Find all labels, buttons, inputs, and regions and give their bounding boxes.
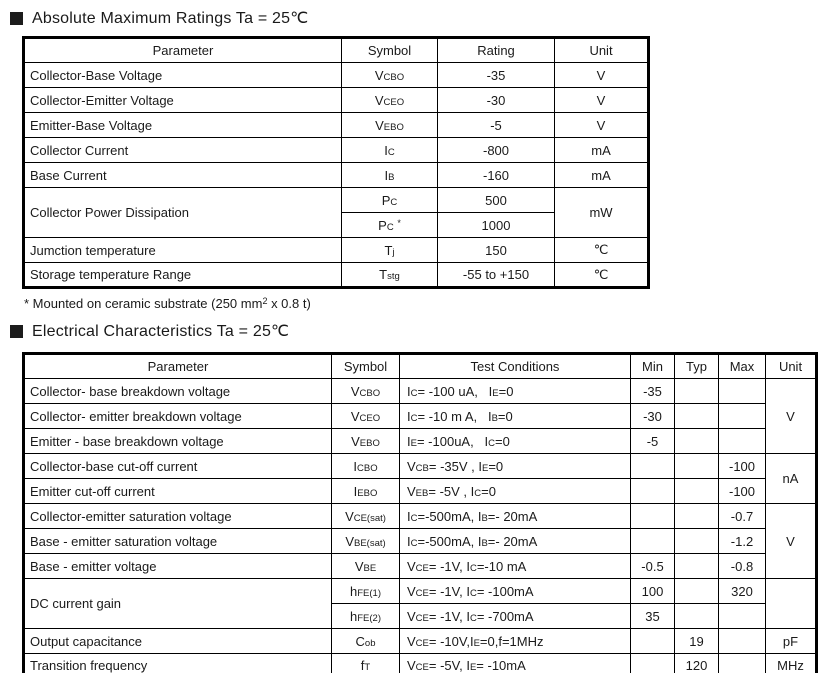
max-cell: [719, 404, 766, 429]
min-cell: -0.5: [631, 554, 675, 579]
symbol-cell: Cob: [332, 629, 400, 654]
symbol-cell: VCEO: [342, 88, 438, 113]
table-row: [24, 63, 649, 88]
unit-cell: mA: [555, 163, 649, 188]
section-heading: [10, 8, 818, 28]
test-conditions-cell: VCE= -10V,IE=0,f=1MHz: [400, 629, 631, 654]
table-row: [24, 379, 817, 404]
symbol-cell: IB: [342, 163, 438, 188]
max-cell: 320: [719, 579, 766, 604]
test-conditions-cell: IC=-500mA, IB=- 20mA: [400, 529, 631, 554]
typ-cell: [675, 454, 719, 479]
symbol-cell: VCBO: [332, 379, 400, 404]
square-bullet-icon: [10, 12, 23, 25]
test-conditions-cell: VCB= -35V , IE=0: [400, 454, 631, 479]
symbol-cell: IEBO: [332, 479, 400, 504]
table-row: [24, 188, 649, 213]
max-cell: [719, 604, 766, 629]
footnote: * Mounted on ceramic substrate (250 $mm^2$ x 0.8 t): [24, 296, 311, 311]
typ-cell: 19: [675, 629, 719, 654]
max-cell: -0.8: [719, 554, 766, 579]
symbol-cell: VBE(sat): [332, 529, 400, 554]
param-cell: Emitter cut-off current: [24, 479, 332, 504]
typ-cell: [675, 554, 719, 579]
table-row: [24, 113, 649, 138]
electrical-characteristics-table: [22, 352, 818, 673]
rating-cell: -160: [438, 163, 555, 188]
param-cell: Output capacitance: [24, 629, 332, 654]
unit-cell: mA: [555, 138, 649, 163]
unit-cell: nA: [766, 454, 817, 504]
param-cell: Collector Power Dissipation: [24, 188, 342, 238]
section-title-text: Electrical Characteristics Ta = 25℃: [32, 323, 290, 340]
param-cell: Jumction temperature: [24, 238, 342, 263]
param-cell: Collector-Base Voltage: [24, 63, 342, 88]
table-row: [24, 88, 649, 113]
table-row: [24, 629, 817, 654]
min-cell: -30: [631, 404, 675, 429]
min-cell: [631, 529, 675, 554]
symbol-cell: VBE: [332, 554, 400, 579]
rating-cell: -5: [438, 113, 555, 138]
column-header-symbol: Symbol: [332, 354, 400, 379]
symbol-cell: IC: [342, 138, 438, 163]
rating-cell: -55 to +150: [438, 263, 555, 288]
unit-cell: mW: [555, 188, 649, 238]
min-cell: -5: [631, 429, 675, 454]
param-cell: Base - emitter saturation voltage: [24, 529, 332, 554]
param-cell: Collector-base cut-off current: [24, 454, 332, 479]
table-row: [24, 263, 649, 288]
symbol-cell: fT: [332, 654, 400, 673]
typ-cell: [675, 429, 719, 454]
max-cell: [719, 379, 766, 404]
test-conditions-cell: IC=-500mA, IB=- 20mA: [400, 504, 631, 529]
typ-cell: [675, 404, 719, 429]
test-conditions-cell: VCE= -5V, IE= -10mA: [400, 654, 631, 673]
typ-cell: 120: [675, 654, 719, 673]
rating-cell: 150: [438, 238, 555, 263]
section-title-text: Absolute Maximum Ratings Ta = 25℃: [32, 10, 309, 27]
absolute-maximum-ratings-table: [22, 36, 650, 289]
symbol-cell: PC *: [342, 213, 438, 238]
symbol-cell: VEBO: [342, 113, 438, 138]
column-header-rating: Rating: [438, 38, 555, 63]
symbol-cell: hFE(2): [332, 604, 400, 629]
symbol-cell: Tstg: [342, 263, 438, 288]
param-cell: Base Current: [24, 163, 342, 188]
table-row: [24, 238, 649, 263]
table-row: [24, 404, 817, 429]
column-header-unit: Unit: [766, 354, 817, 379]
typ-cell: [675, 604, 719, 629]
table-row: [24, 429, 817, 454]
symbol-cell: VCBO: [342, 63, 438, 88]
unit-cell: V: [555, 113, 649, 138]
symbol-cell: VCEO: [332, 404, 400, 429]
test-conditions-cell: VEB= -5V , IC=0: [400, 479, 631, 504]
rating-cell: 500: [438, 188, 555, 213]
typ-cell: [675, 529, 719, 554]
table-row: [24, 163, 649, 188]
unit-cell: ℃: [555, 238, 649, 263]
column-header-parameter: Parameter: [24, 354, 332, 379]
symbol-cell: VCE(sat): [332, 504, 400, 529]
column-header-test-conditions: Test Conditions: [400, 354, 631, 379]
param-cell: Collector-Emitter Voltage: [24, 88, 342, 113]
unit-cell: ℃: [555, 263, 649, 288]
max-cell: -100: [719, 479, 766, 504]
square-bullet-icon: [10, 325, 23, 338]
table-row: [24, 504, 817, 529]
section-heading: [10, 321, 818, 341]
rating-cell: -800: [438, 138, 555, 163]
column-header-unit: Unit: [555, 38, 649, 63]
unit-cell: V: [766, 504, 817, 579]
header-row: [24, 354, 817, 379]
table-row: [24, 454, 817, 479]
param-cell: Emitter - base breakdown voltage: [24, 429, 332, 454]
test-conditions-cell: IC= -100 uA, IE=0: [400, 379, 631, 404]
symbol-cell: PC: [342, 188, 438, 213]
rating-cell: -35: [438, 63, 555, 88]
typ-cell: [675, 379, 719, 404]
absolute-maximum-ratings-section: [0, 8, 818, 311]
max-cell: [719, 629, 766, 654]
test-conditions-cell: VCE= -1V, IC=-10 mA: [400, 554, 631, 579]
rating-cell: -30: [438, 88, 555, 113]
table-row: [24, 529, 817, 554]
param-cell: Collector- emitter breakdown voltage: [24, 404, 332, 429]
column-header-symbol: Symbol: [342, 38, 438, 63]
unit-cell: pF: [766, 629, 817, 654]
column-header-parameter: Parameter: [24, 38, 342, 63]
min-cell: 35: [631, 604, 675, 629]
table-row: [24, 579, 817, 604]
min-cell: [631, 629, 675, 654]
typ-cell: [675, 579, 719, 604]
max-cell: -100: [719, 454, 766, 479]
table-row: [24, 554, 817, 579]
column-header-min: Min: [631, 354, 675, 379]
column-header-max: Max: [719, 354, 766, 379]
param-cell: Emitter-Base Voltage: [24, 113, 342, 138]
unit-cell: V: [555, 88, 649, 113]
min-cell: [631, 454, 675, 479]
unit-cell: MHz: [766, 654, 817, 673]
test-conditions-cell: IE= -100uA, IC=0: [400, 429, 631, 454]
min-cell: [631, 504, 675, 529]
typ-cell: [675, 479, 719, 504]
param-cell: Base - emitter voltage: [24, 554, 332, 579]
symbol-cell: ICBO: [332, 454, 400, 479]
min-cell: [631, 654, 675, 673]
param-cell: DC current gain: [24, 579, 332, 629]
table-row: [24, 138, 649, 163]
param-cell: Storage temperature Range: [24, 263, 342, 288]
unit-cell: V: [766, 379, 817, 454]
table-row: [24, 654, 817, 673]
rating-cell: 1000: [438, 213, 555, 238]
symbol-cell: hFE(1): [332, 579, 400, 604]
unit-cell: [766, 579, 817, 629]
min-cell: 100: [631, 579, 675, 604]
max-cell: -1.2: [719, 529, 766, 554]
test-conditions-cell: IC= -10 m A, IB=0: [400, 404, 631, 429]
test-conditions-cell: VCE= -1V, IC= -100mA: [400, 579, 631, 604]
param-cell: Transition frequency: [24, 654, 332, 673]
unit-cell: V: [555, 63, 649, 88]
symbol-cell: VEBO: [332, 429, 400, 454]
symbol-cell: Tj: [342, 238, 438, 263]
electrical-characteristics-section: [0, 321, 818, 673]
min-cell: [631, 479, 675, 504]
param-cell: Collector- base breakdown voltage: [24, 379, 332, 404]
max-cell: [719, 654, 766, 673]
header-row: [24, 38, 649, 63]
table-row: [24, 479, 817, 504]
min-cell: -35: [631, 379, 675, 404]
typ-cell: [675, 504, 719, 529]
param-cell: Collector-emitter saturation voltage: [24, 504, 332, 529]
test-conditions-cell: VCE= -1V, IC= -700mA: [400, 604, 631, 629]
max-cell: -0.7: [719, 504, 766, 529]
column-header-typ: Typ: [675, 354, 719, 379]
param-cell: Collector Current: [24, 138, 342, 163]
max-cell: [719, 429, 766, 454]
